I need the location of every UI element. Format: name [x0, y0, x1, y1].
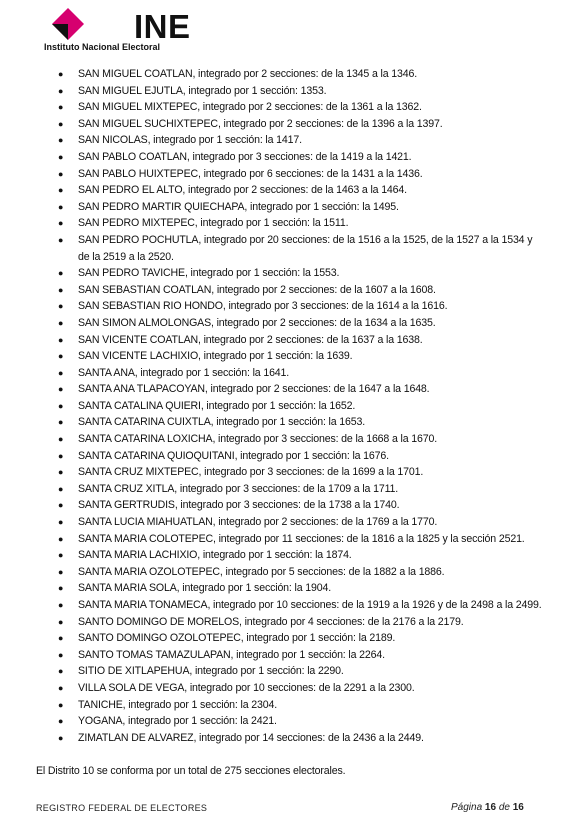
list-item-text: SAN PABLO HUIXTEPEC, integrado por 6 secciones: de la 1431 a la 1436.: [78, 167, 423, 180]
list-item: [0, 697, 574, 714]
list-item: [0, 215, 574, 232]
bullet-icon: ●: [58, 151, 64, 162]
list-item: [0, 332, 574, 349]
list-item-text: SAN VICENTE LACHIXIO, integrado por 1 sección: la 1639.: [78, 350, 353, 363]
bullet-icon: ●: [58, 649, 64, 660]
list-item: [0, 564, 574, 581]
bullet-icon: ●: [58, 583, 64, 594]
list-item-text: ZIMATLAN DE ALVAREZ, integrado por 14 secciones: de la 2436 a la 2449.: [78, 731, 424, 744]
bullet-icon: ●: [58, 417, 64, 428]
list-item-text: SANTA ANA TLAPACOYAN, integrado por 2 secciones: de la 1647 a la 1648.: [78, 383, 430, 396]
list-item-text: SANTA GERTRUDIS, integrado por 3 secciones: de la 1738 a la 1740.: [78, 499, 400, 512]
page-current: 16: [484, 802, 497, 813]
bullet-icon: ●: [58, 334, 64, 345]
list-item: [0, 99, 574, 116]
logo-text: INE: [134, 8, 191, 45]
list-item-text: YOGANA, integrado por 1 sección: la 2421.: [78, 715, 277, 728]
list-item: [0, 132, 574, 149]
list-item-text: SAN PEDRO POCHUTLA, integrado por 20 secciones: de la 1516 a la 1525, de la 1527 a la 1534 y de la 2519 a la 2520.: [78, 233, 533, 263]
list-item: [0, 431, 574, 448]
list-item-text: SAN PABLO COATLAN, integrado por 3 secciones: de la 1419 a la 1421.: [78, 150, 412, 163]
bullet-icon: ●: [58, 732, 64, 743]
municipality-list: [0, 66, 574, 746]
page-total: 16: [512, 802, 524, 813]
bullet-icon: ●: [58, 218, 64, 229]
list-item-text: SANTO DOMINGO OZOLOTEPEC, integrado por 1 sección: la 2189.: [78, 632, 396, 645]
ine-logo: [44, 8, 191, 52]
bullet-icon: ●: [58, 467, 64, 478]
bullet-icon: ●: [58, 566, 64, 577]
bullet-icon: ●: [58, 699, 64, 710]
list-item-text: SANTA CRUZ XITLA, integrado por 3 secciones: de la 1709 a la 1711.: [78, 482, 399, 495]
list-item: [0, 614, 574, 631]
list-item: [0, 514, 574, 531]
list-item-text: SANTA MARIA COLOTEPEC, integrado por 11 secciones: de la 1816 a la 1825 y la sección 2521.: [78, 532, 525, 545]
list-item: [0, 414, 574, 431]
bullet-icon: ●: [58, 600, 64, 610]
list-item-text: SAN SEBASTIAN COATLAN, integrado por 2 secciones: de la 1607 a la 1608.: [78, 283, 436, 296]
list-item: [0, 182, 574, 199]
page-of: de: [498, 802, 510, 813]
bullet-icon: ●: [58, 317, 64, 328]
list-item: [0, 265, 574, 282]
list-item-text: SAN MIGUEL MIXTEPEC, integrado por 2 secciones: de la 1361 a la 1362.: [78, 101, 422, 114]
list-item-text: SANTA CATARINA LOXICHA, integrado por 3 secciones: de la 1668 a la 1670.: [78, 433, 437, 446]
bullet-icon: ●: [58, 633, 64, 644]
list-item-text: SANTA LUCIA MIAHUATLAN, integrado por 2 secciones: de la 1769 a la 1770.: [78, 516, 438, 529]
summary-text: El Distrito 10 se conforma por un total de 275 secciones electorales.: [36, 765, 346, 777]
list-item-text: SANTA MARIA SOLA, integrado por 1 sección: la 1904.: [78, 582, 332, 595]
list-item-text: SANTO DOMINGO DE MORELOS, integrado por 4 secciones: de la 2176 a la 2179.: [78, 615, 464, 628]
bullet-icon: ●: [58, 384, 64, 395]
bullet-icon: ●: [58, 434, 64, 445]
list-item: [0, 464, 574, 481]
bullet-icon: ●: [58, 234, 64, 245]
list-item-text: SAN PEDRO MARTIR QUIECHAPA, integrado por 1 sección: la 1495.: [78, 200, 399, 213]
bullet-icon: ●: [58, 85, 64, 96]
list-item-text: SANTA MARIA OZOLOTEPEC, integrado por 5 secciones: de la 1882 a la 1886.: [78, 565, 445, 578]
list-item: [0, 398, 574, 415]
list-item: [0, 531, 574, 548]
list-item: [0, 597, 574, 614]
list-item: [0, 149, 574, 166]
bullet-icon: ●: [58, 69, 64, 79]
list-item: [0, 116, 574, 133]
list-item-text: SANTA MARIA LACHIXIO, integrado por 1 sección: la 1874.: [78, 549, 352, 562]
page-number: [451, 802, 524, 813]
bullet-icon: ●: [58, 483, 64, 494]
bullet-icon: ●: [58, 201, 64, 212]
list-item: [0, 713, 574, 730]
bullet-icon: ●: [58, 135, 64, 146]
list-item: [0, 348, 574, 365]
bullet-icon: ●: [58, 682, 64, 693]
list-item: [0, 365, 574, 382]
list-item-text: SANTA ANA, integrado por 1 sección: la 1641.: [78, 366, 290, 379]
bullet-icon: ●: [58, 351, 64, 362]
list-item-text: SAN PEDRO TAVICHE, integrado por 1 sección: la 1553.: [78, 267, 340, 280]
list-item-text: SANTA CATARINA QUIOQUITANI, integrado por 1 sección: la 1676.: [78, 449, 389, 462]
list-item-text: SANTA MARIA TONAMECA, integrado por 10 secciones: de la 1919 a la 1926 y de la 2498 a la 2499.: [78, 599, 542, 611]
footer-organization: REGISTRO FEDERAL DE ELECTORES: [36, 803, 208, 813]
bullet-icon: ●: [58, 450, 64, 461]
list-item-text: SAN VICENTE COATLAN, integrado por 2 secciones: de la 1637 a la 1638.: [78, 333, 423, 346]
logo-subtitle: Instituto Nacional Electoral: [44, 42, 161, 52]
list-item-text: SAN PEDRO EL ALTO, integrado por 2 secciones: de la 1463 a la 1464.: [78, 184, 407, 197]
list-item: [0, 730, 574, 747]
list-item: [0, 580, 574, 597]
list-item: [0, 497, 574, 514]
list-item-text: SANTA CATARINA CUIXTLA, integrado por 1 sección: la 1653.: [78, 416, 366, 429]
list-item-text: VILLA SOLA DE VEGA, integrado por 10 secciones: de la 2291 a la 2300.: [78, 681, 415, 694]
list-item: [0, 630, 574, 647]
list-item: [0, 647, 574, 664]
ine-logo-mark-icon: [48, 8, 88, 42]
list-item: [0, 547, 574, 564]
list-item-text: SAN MIGUEL SUCHIXTEPEC, integrado por 2 secciones: de la 1396 a la 1397.: [78, 117, 443, 130]
list-item: [0, 282, 574, 299]
list-item: [0, 298, 574, 315]
list-item: [0, 232, 574, 265]
list-item-text: TANICHE, integrado por 1 sección: la 2304.: [78, 698, 278, 711]
list-item-text: SANTA CRUZ MIXTEPEC, integrado por 3 secciones: de la 1699 a la 1701.: [78, 466, 424, 479]
bullet-icon: ●: [58, 102, 64, 113]
bullet-icon: ●: [58, 716, 64, 727]
list-item-text: SAN NICOLAS, integrado por 1 sección: la 1417.: [78, 134, 302, 147]
list-item: [0, 481, 574, 498]
list-item: [0, 166, 574, 183]
list-item-text: SAN MIGUEL COATLAN, integrado por 2 secciones: de la 1345 a la 1346.: [78, 68, 417, 80]
bullet-icon: ●: [58, 400, 64, 411]
bullet-icon: ●: [58, 367, 64, 378]
list-item: [0, 381, 574, 398]
bullet-icon: ●: [58, 185, 64, 196]
bullet-icon: ●: [58, 118, 64, 129]
bullet-icon: ●: [58, 550, 64, 561]
list-item: [0, 448, 574, 465]
bullet-icon: ●: [58, 533, 64, 544]
list-item: [0, 199, 574, 216]
bullet-icon: ●: [58, 301, 64, 312]
list-item-text: SITIO DE XITLAPEHUA, integrado por 1 sección: la 2290.: [78, 665, 344, 678]
bullet-icon: ●: [58, 616, 64, 627]
bullet-icon: ●: [58, 168, 64, 179]
bullet-icon: ●: [58, 517, 64, 528]
list-item: [0, 83, 574, 100]
list-item: [0, 680, 574, 697]
list-item: [0, 315, 574, 332]
bullet-icon: ●: [58, 284, 64, 295]
list-item-text: SAN SEBASTIAN RIO HONDO, integrado por 3 secciones: de la 1614 a la 1616.: [78, 300, 448, 313]
list-item: [0, 66, 574, 83]
bullet-icon: ●: [58, 268, 64, 279]
list-item-text: SAN MIGUEL EJUTLA, integrado por 1 sección: 1353.: [78, 84, 327, 97]
bullet-icon: ●: [58, 500, 64, 511]
list-item-text: SAN SIMON ALMOLONGAS, integrado por 2 secciones: de la 1634 a la 1635.: [78, 316, 436, 329]
list-item-text: SAN PEDRO MIXTEPEC, integrado por 1 sección: la 1511.: [78, 217, 349, 230]
list-item-text: SANTO TOMAS TAMAZULAPAN, integrado por 1 sección: la 2264.: [78, 648, 385, 661]
list-item-text: SANTA CATALINA QUIERI, integrado por 1 sección: la 1652.: [78, 399, 356, 412]
bullet-icon: ●: [58, 666, 64, 677]
page-label: Página: [451, 802, 483, 813]
list-item: [0, 663, 574, 680]
